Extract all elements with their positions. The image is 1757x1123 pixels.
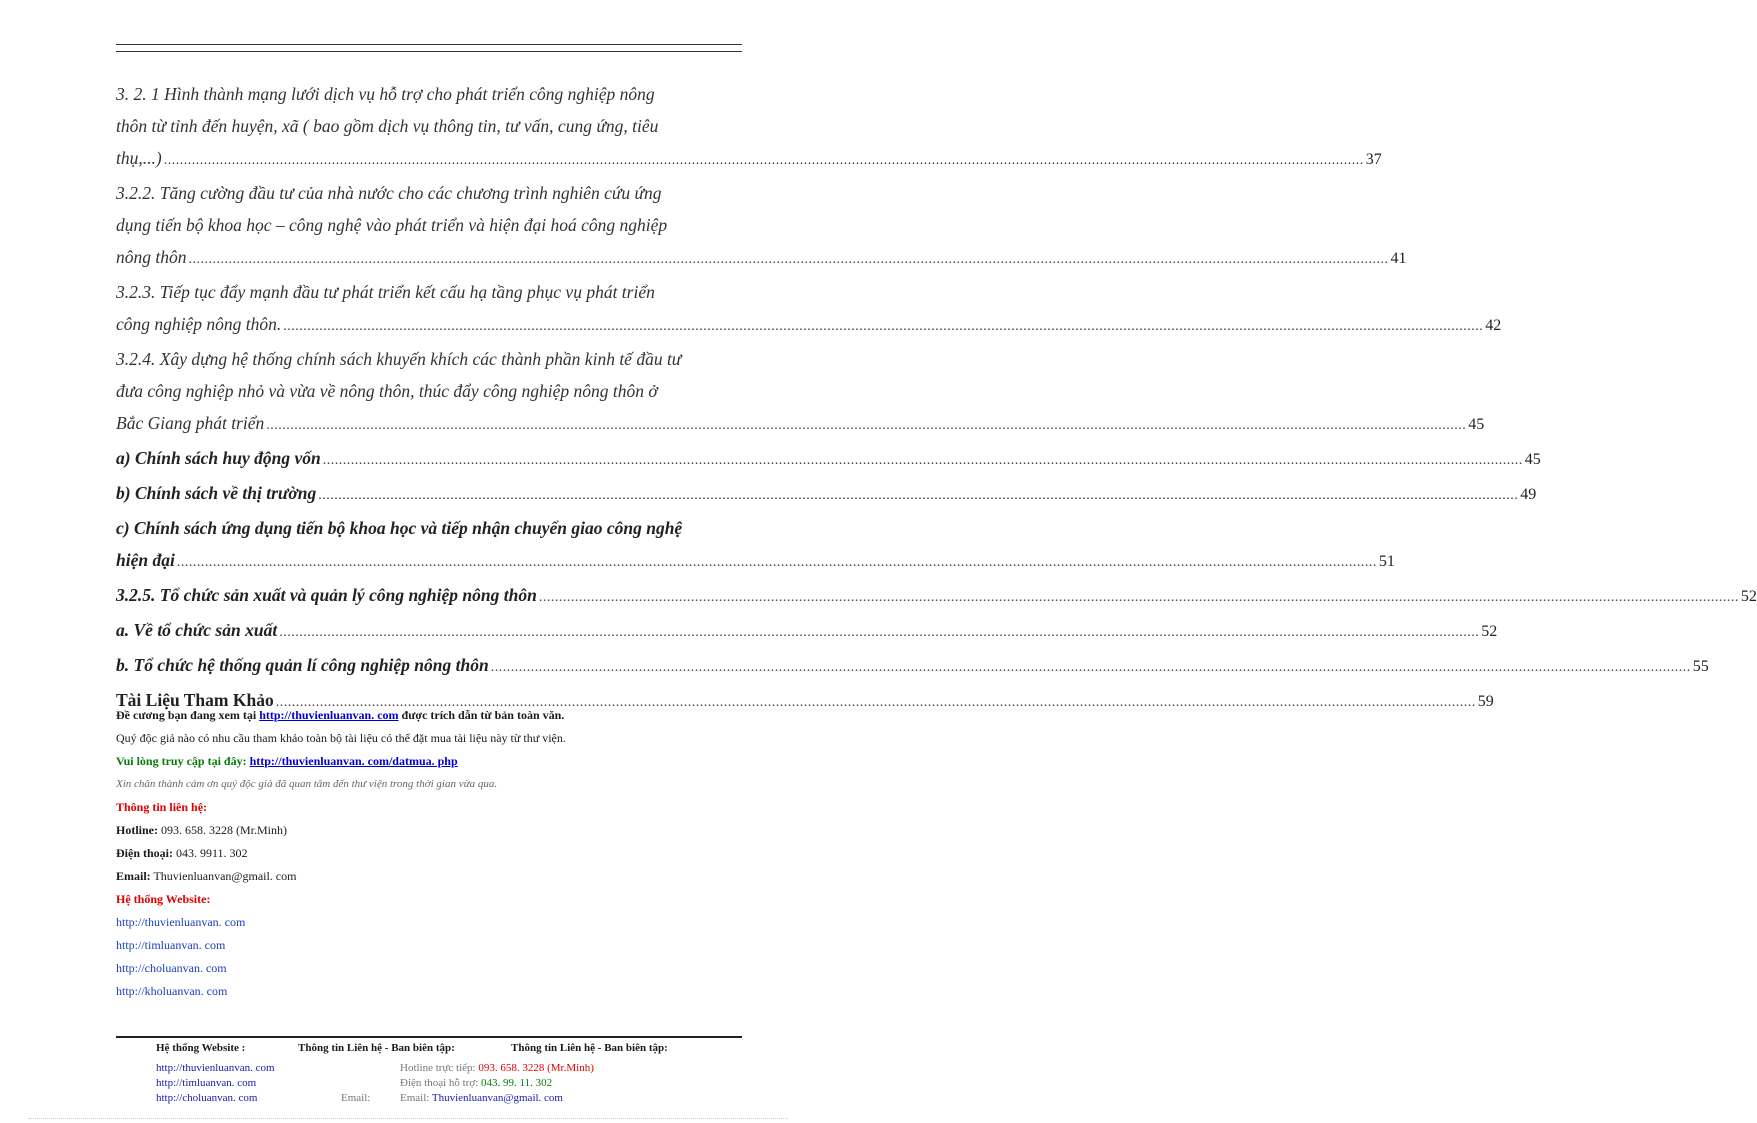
email-value: Thuvienluanvan@gmail. com xyxy=(150,869,297,883)
toc-entry-title: công nghiệp nông thôn. xyxy=(116,314,282,334)
footer-link-1[interactable]: http://thuvienluanvan. com xyxy=(156,1062,275,1074)
footer-contact-heading: Thông tin Liên hệ - Ban biên tập: xyxy=(298,1042,455,1054)
toc-page-number: 41 xyxy=(1390,250,1407,267)
toc-entry-text-line: thôn từ tỉnh đến huyện, xã ( bao gồm dịch vụ thông tin, tư vấn, cung ứng, tiêu xyxy=(116,116,659,136)
toc-leader-dots: ............................................................................................................................................................................................................................................................................................................ xyxy=(188,252,1389,267)
table-of-contents xyxy=(116,78,1757,719)
toc-leader-dots: ............................................................................................................................................................................................................................................................................................................ xyxy=(275,695,1476,710)
thanks-line: Xin chân thành cảm ơn quý độc giả đã quan tâm đến thư viện trong thời gian vừa qua. xyxy=(116,778,498,790)
source-prefix: Đề cương bạn đang xem tại xyxy=(116,708,260,722)
toc-entry[interactable] xyxy=(116,579,1757,614)
toc-leader-dots: ............................................................................................................................................................................................................................................................................................................ xyxy=(283,319,1484,334)
toc-leader-dots: ............................................................................................................................................................................................................................................................................................................ xyxy=(322,453,1523,468)
footer-link-2[interactable]: http://timluanvan. com xyxy=(156,1077,257,1089)
toc-page-number: 42 xyxy=(1485,317,1502,334)
order-note: Quý độc giả nào có nhu cầu tham khảo toàn bộ tài liệu có thể đặt mua tài liệu này từ thư viện. xyxy=(116,731,566,745)
toc-entry-last-line xyxy=(116,579,1757,614)
phone-value: 043. 9911. 302 xyxy=(173,846,248,860)
toc-entry-last-line xyxy=(116,649,1709,684)
toc-page-number: 51 xyxy=(1378,553,1395,570)
toc-entry-title: b. Tổ chức hệ thống quản lí công nghiệp nông thôn xyxy=(116,655,489,675)
toc-entry[interactable] xyxy=(116,177,1407,276)
toc-entry[interactable] xyxy=(116,614,1498,649)
toc-entry-title: hiện đại xyxy=(116,550,175,570)
website-link-3[interactable]: http://choluanvan. com xyxy=(116,961,227,975)
footer-phone-label: Điện thoại hỗ trợ: xyxy=(400,1077,481,1089)
toc-entry[interactable] xyxy=(116,649,1709,684)
footer-email-label-left: Email: xyxy=(341,1092,371,1104)
email-row xyxy=(116,865,746,888)
toc-page-number: 45 xyxy=(1468,416,1485,433)
toc-entry-text-line: đưa công nghiệp nhỏ và vừa về nông thôn, thúc đẩy công nghiệp nông thôn ở xyxy=(116,381,658,401)
hotline-label: Hotline: xyxy=(116,823,158,837)
toc-page-number: 59 xyxy=(1477,693,1494,710)
toc-entry-title: Bắc Giang phát triển xyxy=(116,413,265,433)
phone-label: Điện thoại: xyxy=(116,846,173,860)
phone-row xyxy=(116,842,746,865)
toc-page-number: 37 xyxy=(1365,151,1382,168)
toc-entry-title: thụ,...) xyxy=(116,148,162,168)
toc-entry-text-line: dụng tiến bộ khoa học – công nghệ vào phát triển và hiện đại hoá công nghiệp xyxy=(116,215,668,235)
toc-entry-text-line: 3.2.4. Xây dựng hệ thống chính sách khuyến khích các thành phần kinh tế đầu tư xyxy=(116,349,682,369)
email-label: Email: xyxy=(116,869,151,883)
footer-hotline-value: 093. 658. 3228 (Mr.Minh) xyxy=(478,1062,594,1074)
toc-entry-last-line xyxy=(116,241,1407,276)
source-suffix: được trích dẫn từ bản toàn văn. xyxy=(398,708,565,722)
toc-entry-last-line xyxy=(116,308,1502,343)
footer-email xyxy=(400,1092,563,1104)
footer-hotline xyxy=(400,1062,594,1074)
contact-title: Thông tin liên hệ: xyxy=(116,800,208,814)
toc-entry-title: nông thôn xyxy=(116,247,187,267)
toc-page-number: 52 xyxy=(1740,588,1757,605)
toc-page-number: 45 xyxy=(1524,451,1541,468)
source-link[interactable]: http://thuvienluanvan. com xyxy=(259,708,399,722)
page-bottom-dotted-line xyxy=(28,1118,788,1119)
source-line xyxy=(116,704,746,727)
footer-rule xyxy=(116,1036,742,1038)
toc-entry-last-line xyxy=(116,614,1498,649)
toc-entry[interactable] xyxy=(116,78,1382,177)
toc-entry-text-line: 3.2.2. Tăng cường đầu tư của nhà nước cho các chương trình nghiên cứu ứng xyxy=(116,183,662,203)
toc-entry-text-line: 3.2.3. Tiếp tục đẩy mạnh đầu tư phát triển kết cấu hạ tầng phục vụ phát triển xyxy=(116,282,655,302)
toc-entry-title: a) Chính sách huy động vốn xyxy=(116,448,321,468)
hotline-row xyxy=(116,819,746,842)
toc-entry[interactable] xyxy=(116,442,1541,477)
toc-leader-dots: ............................................................................................................................................................................................................................................................................................................ xyxy=(163,153,1364,168)
websites-title: Hệ thống Website: xyxy=(116,892,211,906)
toc-leader-dots: ............................................................................................................................................................................................................................................................................................................ xyxy=(176,555,1377,570)
toc-page-number: 55 xyxy=(1692,658,1709,675)
toc-entry[interactable] xyxy=(116,343,1485,442)
toc-entry-text-line: 3. 2. 1 Hình thành mạng lưới dịch vụ hỗ trợ cho phát triển công nghiệp nông xyxy=(116,84,655,104)
header-double-rule xyxy=(116,44,742,52)
toc-entry-last-line xyxy=(116,544,1395,579)
toc-leader-dots: ............................................................................................................................................................................................................................................................................................................ xyxy=(279,625,1480,640)
footer-phone-value: 043. 99. 11. 302 xyxy=(480,1077,553,1089)
toc-entry-last-line xyxy=(116,477,1537,512)
website-link-2[interactable]: http://timluanvan. com xyxy=(116,938,226,952)
toc-entry-title: 3.2.5. Tổ chức sản xuất và quản lý công nghiệp nông thôn xyxy=(116,585,537,605)
toc-entry-last-line xyxy=(116,407,1485,442)
footer-hotline-label: Hotline trực tiếp: xyxy=(400,1062,479,1074)
toc-entry[interactable] xyxy=(116,512,1395,579)
toc-page-number: 52 xyxy=(1481,623,1498,640)
access-line xyxy=(116,750,746,773)
toc-entry-title: Tài Liệu Tham Khảo xyxy=(116,690,274,710)
footer-websites-heading: Hệ thống Website : xyxy=(156,1042,246,1054)
website-link-1[interactable]: http://thuvienluanvan. com xyxy=(116,915,246,929)
toc-leader-dots: ............................................................................................................................................................................................................................................................................................................ xyxy=(490,660,1691,675)
website-link-4[interactable]: http://kholuanvan. com xyxy=(116,984,228,998)
footer-link-3[interactable]: http://choluanvan. com xyxy=(156,1092,258,1104)
toc-page-number: 49 xyxy=(1520,486,1537,503)
toc-entry-last-line xyxy=(116,442,1541,477)
access-label: Vui lòng truy cập tại đây: xyxy=(116,754,250,768)
hotline-value: 093. 658. 3228 (Mr.Minh) xyxy=(158,823,287,837)
info-block xyxy=(116,704,746,1003)
footer-contact-heading-2: Thông tin Liên hệ - Ban biên tập: xyxy=(511,1042,668,1054)
toc-entry-text-line: c) Chính sách ứng dụng tiến bộ khoa học và tiếp nhận chuyển giao công nghệ xyxy=(116,518,683,538)
order-link[interactable]: http://thuvienluanvan. com/datmua. php xyxy=(249,754,458,768)
toc-leader-dots: ............................................................................................................................................................................................................................................................................................................ xyxy=(318,488,1519,503)
footer-email-value: Thuvienluanvan@gmail. com xyxy=(431,1092,563,1104)
toc-entry[interactable] xyxy=(116,276,1502,343)
toc-entry[interactable] xyxy=(116,477,1537,512)
toc-entry-title: b) Chính sách về thị trường xyxy=(116,483,317,503)
toc-leader-dots: ............................................................................................................................................................................................................................................................................................................ xyxy=(266,418,1467,433)
toc-entry-title: a. Về tổ chức sản xuất xyxy=(116,620,278,640)
footer-email-label: Email: xyxy=(400,1092,432,1104)
footer-phone xyxy=(400,1077,552,1089)
toc-entry-last-line xyxy=(116,142,1382,177)
toc-leader-dots: ............................................................................................................................................................................................................................................................................................................ xyxy=(538,590,1739,605)
